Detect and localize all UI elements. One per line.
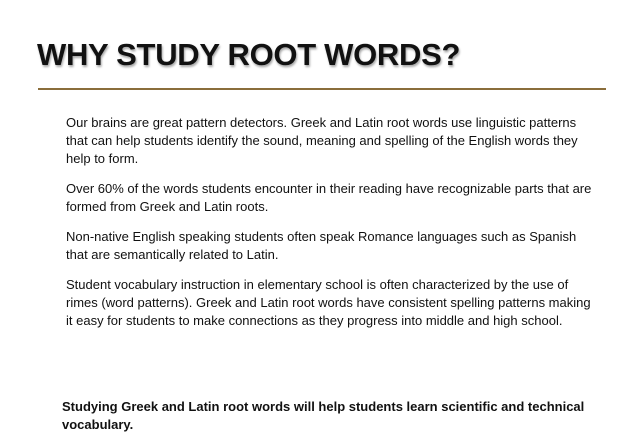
slide-body xyxy=(66,114,596,342)
paragraph-pattern-detectors: Our brains are great pattern detectors. Greek and Latin root words use linguistic patterns that can help students identify the sound, meaning and spelling of the English words they help to form. xyxy=(66,115,578,166)
paragraph-non-native-speakers: Non-native English speaking students often speak Romance languages such as Spanish that are semantically related to Latin. xyxy=(66,229,577,262)
paragraph-sixty-percent: Over 60% of the words students encounter in their reading have recognizable parts that are formed from Greek and Latin roots. xyxy=(66,181,592,214)
slide-title: WHY STUDY ROOT WORDS? xyxy=(37,37,461,72)
conclusion-statement: Studying Greek and Latin root words will help students learn scientific and technical vocabulary. xyxy=(62,399,585,432)
title-divider xyxy=(38,88,606,90)
paragraph-vocabulary-instruction: Student vocabulary instruction in elementary school is often characterized by the use of rimes (word patterns). Greek and Latin root words have consistent spelling patterns making it easy for students to make connections as they progress into middle and high school. xyxy=(66,277,591,328)
